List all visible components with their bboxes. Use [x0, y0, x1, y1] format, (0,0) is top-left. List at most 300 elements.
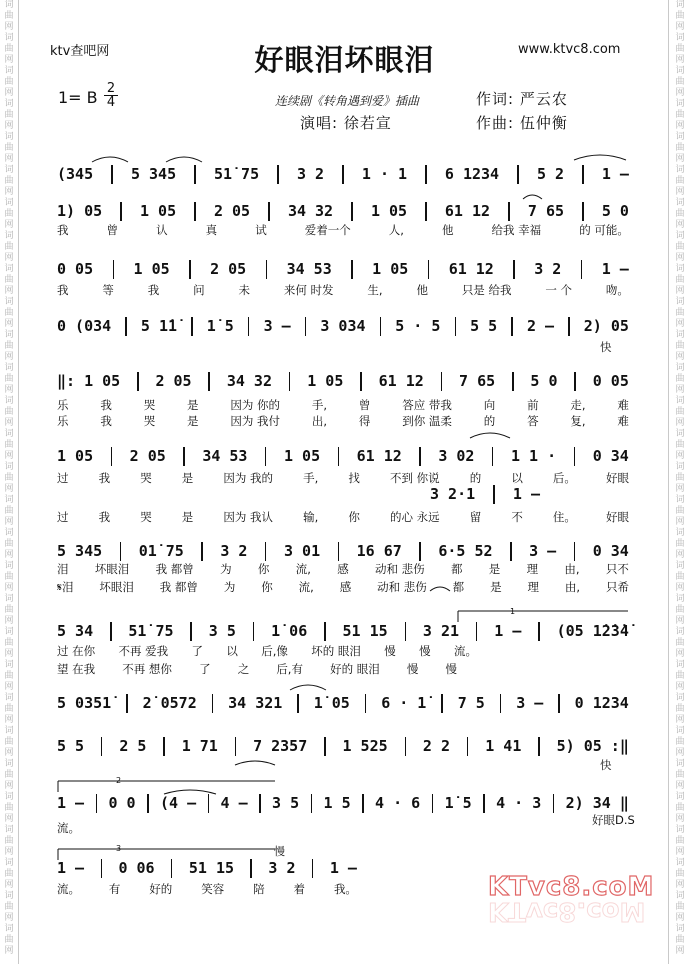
lyric-word: 好眼	[606, 510, 629, 524]
lyric-word: 复,	[570, 414, 586, 428]
lyric-word: 你	[257, 562, 270, 576]
side-watermark-glyph: 词	[675, 726, 685, 736]
slur	[290, 685, 326, 690]
music-line	[57, 540, 629, 562]
lyric-word: 过	[57, 471, 69, 485]
bar-line	[305, 317, 307, 336]
side-watermark-glyph: 曲	[675, 770, 685, 780]
side-watermark-glyph: 网	[4, 748, 14, 758]
side-watermark-glyph: 曲	[675, 143, 685, 153]
side-watermark-glyph: 曲	[4, 935, 14, 945]
measure-notes: 3 –	[529, 542, 557, 560]
lyric-word: 坏眼泪	[94, 562, 130, 576]
measure-notes: 2 05	[155, 372, 192, 390]
side-watermark-glyph: 曲	[4, 77, 14, 87]
measure-notes: 7 2357	[253, 737, 308, 755]
bar-line	[558, 694, 560, 713]
side-watermark-glyph: 词	[675, 0, 685, 10]
bar-line	[582, 202, 584, 221]
side-watermark-glyph: 网	[675, 253, 685, 263]
side-watermark-glyph: 词	[4, 627, 14, 637]
side-watermark-glyph: 词	[4, 561, 14, 571]
lyric-word: 我	[100, 414, 112, 428]
measure-notes: 3 5	[272, 794, 300, 812]
side-watermark-glyph: 曲	[4, 407, 14, 417]
lyric-line	[57, 470, 629, 486]
side-watermark-glyph: 词	[675, 858, 685, 868]
lyric-word: 慢	[419, 644, 431, 658]
lyric-line	[57, 509, 629, 525]
lyric-word: 乐	[57, 398, 69, 412]
bar-line	[483, 794, 485, 813]
side-watermark-glyph: 曲	[4, 638, 14, 648]
side-watermark-glyph: 词	[675, 528, 685, 538]
bar-line	[512, 372, 514, 391]
measure-notes: 1 –	[601, 165, 629, 183]
side-watermark-glyph: 词	[4, 924, 14, 934]
measure-notes: 7 5	[457, 694, 485, 712]
lyric-word: 好眼D.S	[592, 813, 635, 827]
side-watermark-glyph: 曲	[4, 539, 14, 549]
lyric-word: 人,	[388, 223, 404, 237]
lyric-word: 是	[488, 562, 501, 576]
measure-notes: 3 2	[268, 859, 296, 877]
lyric-line	[57, 222, 629, 238]
measure-notes: 7 65	[459, 372, 496, 390]
lyric-word: 我 都曾	[159, 580, 198, 594]
measure-notes: 61 12	[378, 372, 424, 390]
right-border-line	[668, 0, 669, 964]
lyric-word: 的心 永远	[389, 510, 440, 524]
lyric-word: 动和 悲伤	[377, 580, 427, 594]
lyricist-credit: 作词: 严云农	[476, 90, 568, 108]
side-watermark-glyph: 词	[4, 297, 14, 307]
site-watermark-reflection: KTvc8.coM	[488, 896, 646, 926]
side-watermark-glyph: 词	[4, 594, 14, 604]
bar-line	[419, 542, 421, 561]
side-watermark-glyph: 网	[4, 319, 14, 329]
side-watermark-glyph: 词	[675, 429, 685, 439]
side-watermark-glyph: 词	[675, 495, 685, 505]
lyric-word: 难	[617, 414, 629, 428]
lyric-word: 因为 我认	[223, 510, 274, 524]
lyric-word: 了	[199, 662, 211, 676]
bar-line	[147, 794, 149, 813]
side-watermark-glyph: 词	[675, 891, 685, 901]
lyric-line	[592, 812, 637, 828]
bar-line	[113, 260, 115, 279]
lyric-word: 只希	[605, 580, 629, 594]
side-watermark-glyph: 网	[4, 946, 14, 956]
side-watermark-glyph: 网	[4, 484, 14, 494]
measure-notes: 1) 05	[57, 202, 103, 220]
side-watermark-glyph: 网	[675, 748, 685, 758]
side-watermark-glyph: 曲	[675, 506, 685, 516]
meter-top: 2	[104, 82, 118, 96]
bar-line	[235, 737, 237, 756]
side-watermark-glyph: 词	[4, 264, 14, 274]
lyric-word: 都	[450, 562, 463, 576]
bar-line	[259, 794, 261, 813]
lyric-word: 是	[181, 510, 194, 524]
measure-notes: 1 05	[133, 260, 170, 278]
side-watermark-glyph: 曲	[675, 605, 685, 615]
lyric-word: 好的	[149, 882, 173, 896]
side-watermark-glyph: 网	[675, 484, 685, 494]
bar-line	[500, 694, 502, 713]
side-watermark-glyph: 曲	[4, 704, 14, 714]
lyric-word: 坏眼泪	[99, 580, 134, 594]
bar-line	[513, 260, 515, 279]
lyric-word: 我	[100, 398, 112, 412]
side-watermark-glyph: 词	[675, 66, 685, 76]
lyric-word: 流。	[57, 821, 80, 835]
measure-notes: (4 –	[160, 794, 197, 812]
measure-notes: 0 05	[592, 372, 629, 390]
measure-notes: 0 06	[118, 859, 155, 877]
lyric-word: 我	[98, 471, 111, 485]
music-line	[57, 620, 629, 642]
lyric-word: 吻。	[605, 283, 629, 297]
side-watermark-glyph: 词	[675, 825, 685, 835]
bar-line	[338, 542, 340, 561]
side-watermark-glyph: 曲	[675, 407, 685, 417]
bar-line	[171, 859, 173, 878]
measure-notes: 1̇ 5	[444, 794, 472, 812]
bar-line	[432, 794, 434, 813]
measure-notes: (05 1̇2̇3̇4̇	[556, 622, 629, 640]
lyric-line	[57, 397, 629, 413]
side-watermark-glyph: 词	[4, 198, 14, 208]
side-watermark-glyph: 词	[4, 132, 14, 142]
measure-notes: 0 05	[57, 260, 94, 278]
bar-line	[538, 737, 540, 756]
lyric-word: 手,	[303, 471, 319, 485]
bar-line	[312, 859, 314, 878]
side-watermark-glyph: 网	[675, 847, 685, 857]
side-watermark-glyph: 曲	[4, 11, 14, 21]
side-watermark-glyph: 网	[4, 517, 14, 527]
side-watermark-glyph: 词	[4, 0, 14, 10]
lyric-word: 试	[255, 223, 267, 237]
side-watermark-glyph: 曲	[675, 803, 685, 813]
bar-line	[568, 317, 570, 336]
lyric-word: 因为 我付	[230, 414, 281, 428]
side-watermark-glyph: 网	[675, 517, 685, 527]
side-watermark-glyph: 词	[675, 594, 685, 604]
bar-line	[111, 447, 113, 466]
lyric-line	[600, 757, 620, 773]
lyric-word: 你	[261, 580, 273, 594]
measure-notes: (345	[57, 165, 94, 183]
measure-notes: 2 05	[129, 447, 166, 465]
side-watermark-glyph: 词	[675, 264, 685, 274]
side-watermark-glyph: 曲	[4, 374, 14, 384]
bar-line	[493, 485, 495, 504]
bar-line	[467, 737, 469, 756]
music-line	[57, 792, 629, 814]
side-watermark-glyph: 曲	[675, 440, 685, 450]
side-watermark-glyph: 曲	[675, 77, 685, 87]
side-watermark-glyph: 曲	[675, 869, 685, 879]
side-watermark-glyph: 网	[675, 451, 685, 461]
lyric-word: 是	[187, 414, 199, 428]
side-watermark-glyph: 词	[675, 759, 685, 769]
lyric-word: 快	[600, 758, 612, 772]
bar-line	[441, 372, 443, 391]
measure-notes: 2̇ 0572	[142, 694, 197, 712]
bar-line	[297, 694, 299, 713]
bar-line	[365, 694, 367, 713]
side-watermark-glyph: 词	[4, 429, 14, 439]
composer-credit: 作曲: 伍仲衡	[476, 114, 568, 132]
measure-notes: 34 32	[226, 372, 272, 390]
side-watermark-glyph: 词	[4, 495, 14, 505]
side-watermark-glyph: 网	[4, 22, 14, 32]
bar-line	[253, 622, 255, 641]
side-watermark-glyph: 网	[675, 649, 685, 659]
side-watermark-glyph: 词	[4, 66, 14, 76]
measure-notes: 3 2	[534, 260, 562, 278]
measure-notes: 3 –	[263, 317, 291, 335]
lyric-word: 他	[416, 283, 428, 297]
lyric-word: 难	[617, 398, 629, 412]
lyric-word: 以	[511, 471, 523, 485]
lyric-line	[57, 579, 629, 595]
lyric-word: 我	[147, 283, 160, 297]
side-watermark-glyph: 网	[4, 913, 14, 923]
lyric-word: 的	[469, 471, 482, 485]
lyric-line	[57, 881, 357, 897]
lyric-word: 认	[156, 223, 168, 237]
bar-line	[425, 165, 427, 184]
lyric-word: 他	[441, 223, 454, 237]
lyric-word: 我	[57, 223, 69, 237]
lyric-word: 好眼	[606, 471, 629, 485]
bar-line	[189, 260, 191, 279]
measure-notes: 1 525	[342, 737, 388, 755]
bar-line	[476, 622, 478, 641]
side-watermark-glyph: 曲	[675, 44, 685, 54]
side-watermark-glyph: 网	[675, 715, 685, 725]
site-name-left: ktv查吧网	[50, 44, 110, 59]
side-watermark-glyph: 曲	[675, 671, 685, 681]
measure-notes: 5 345	[57, 542, 103, 560]
side-watermark-glyph: 词	[4, 825, 14, 835]
bar-line	[289, 372, 291, 391]
side-watermark-glyph: 词	[4, 759, 14, 769]
side-watermark-glyph: 曲	[4, 770, 14, 780]
side-watermark-glyph: 网	[4, 715, 14, 725]
music-line	[57, 163, 629, 185]
bar-line	[351, 202, 353, 221]
measure-notes: 1 05	[57, 447, 94, 465]
side-watermark-glyph: 网	[4, 253, 14, 263]
lyric-word: 到你 温柔	[402, 414, 452, 428]
lyric-word: 等	[102, 283, 114, 297]
measure-notes: 6 1234	[444, 165, 500, 183]
side-watermark-glyph: 曲	[675, 176, 685, 186]
measure-notes: 7 65	[527, 202, 565, 220]
lyric-word: 过	[57, 510, 69, 524]
side-watermark-glyph: 网	[675, 781, 685, 791]
lyric-word: 只是 给我	[461, 283, 512, 297]
lyric-word: 只不	[605, 562, 629, 576]
bar-line	[265, 542, 267, 561]
bar-line	[201, 542, 203, 561]
side-watermark-glyph: 曲	[4, 176, 14, 186]
bar-line	[120, 202, 122, 221]
side-watermark-glyph: 词	[675, 165, 685, 175]
side-watermark-glyph: 词	[4, 693, 14, 703]
bar-line	[511, 317, 513, 336]
measure-notes: 2 –	[526, 317, 555, 335]
side-watermark-glyph: 网	[4, 649, 14, 659]
lyric-word: 来何 时发	[283, 283, 334, 297]
bar-line	[324, 622, 326, 641]
side-watermark-glyph: 词	[4, 858, 14, 868]
lyric-word: 笑容	[201, 882, 225, 896]
side-watermark-glyph: 词	[4, 330, 14, 340]
bar-line	[163, 737, 165, 756]
lyric-word: 找	[348, 471, 360, 485]
side-watermark-glyph: 词	[4, 792, 14, 802]
lyric-word: 向	[483, 398, 496, 412]
side-watermark-glyph: 曲	[675, 242, 685, 252]
measure-notes: 5) 05 :‖	[556, 737, 629, 755]
lyric-word: 不再 想你	[122, 662, 172, 676]
slur	[470, 433, 510, 438]
bar-line	[419, 447, 421, 466]
measure-notes: 1 1 ·	[511, 447, 557, 465]
side-watermark-glyph: 词	[4, 165, 14, 175]
bar-line	[581, 260, 583, 279]
side-watermark-glyph: 词	[675, 99, 685, 109]
lyric-word: 因为 我的	[223, 471, 274, 485]
side-watermark-glyph: 曲	[675, 341, 685, 351]
side-watermark-glyph: 词	[675, 330, 685, 340]
bar-line	[268, 202, 270, 221]
music-line	[57, 445, 629, 467]
measure-notes: 6·5 52	[438, 542, 493, 560]
side-watermark-glyph: 曲	[675, 572, 685, 582]
lyric-word: 得	[358, 414, 371, 428]
slur	[92, 157, 128, 162]
side-watermark-glyph: 网	[675, 220, 685, 230]
measure-notes: 6 · 1̇	[381, 694, 427, 712]
measure-notes: 2) 05	[583, 317, 629, 335]
side-watermark-glyph: 网	[4, 352, 14, 362]
slur	[523, 195, 542, 199]
lyric-word: 未	[238, 283, 250, 297]
lyric-word: 坏的 眼泪	[311, 644, 361, 658]
lyric-line	[57, 643, 477, 659]
music-line	[57, 200, 629, 222]
lyric-word: 真	[205, 223, 218, 237]
drama-credit: 连续剧《转角遇到爱》插曲	[275, 94, 420, 108]
lyric-word: 我。	[333, 882, 357, 896]
side-watermark-glyph: 曲	[675, 638, 685, 648]
music-line	[57, 857, 357, 879]
side-watermark-glyph: 网	[4, 418, 14, 428]
measure-notes: 51 15	[188, 859, 235, 877]
bar-line	[492, 447, 494, 466]
bar-line	[351, 260, 353, 279]
measure-notes: 1 –	[494, 622, 522, 640]
measure-notes: 1̇ 5	[206, 317, 234, 335]
bar-line	[342, 165, 344, 184]
side-watermark-glyph: 网	[4, 55, 14, 65]
side-watermark-glyph: 曲	[675, 11, 685, 21]
bar-line	[574, 447, 576, 466]
lyric-word: 答	[527, 414, 539, 428]
side-watermark-glyph: 网	[675, 880, 685, 890]
bar-line	[126, 694, 128, 713]
side-watermark-glyph: 词	[675, 627, 685, 637]
lyric-word: 你	[348, 510, 360, 524]
bar-line	[101, 859, 103, 878]
measure-notes: ‖: 1 05	[57, 372, 121, 390]
side-watermark-glyph: 曲	[4, 869, 14, 879]
lyric-word: 感	[339, 580, 352, 594]
left-border-line	[18, 0, 19, 964]
song-title: 好眼泪坏眼泪	[254, 43, 435, 77]
bar-line	[553, 794, 555, 813]
measure-notes: 2 05	[210, 260, 247, 278]
measure-notes: 4 –	[220, 794, 248, 812]
lyric-word: 曾	[358, 398, 371, 412]
side-watermark-glyph: 网	[4, 187, 14, 197]
measure-notes: 5 0351̇	[57, 694, 112, 712]
measure-notes: 0 (034	[57, 317, 112, 335]
music-line	[57, 735, 629, 757]
side-watermark-glyph: 词	[4, 528, 14, 538]
lyric-word: 乐	[57, 414, 69, 428]
measure-notes: 1̇ 06	[271, 622, 308, 640]
lyric-word: 哭	[140, 510, 152, 524]
measure-notes: 3 01	[284, 542, 321, 560]
side-watermark-glyph: 网	[675, 286, 685, 296]
side-watermark-glyph: 网	[675, 418, 685, 428]
side-watermark-glyph: 网	[4, 220, 14, 230]
measure-notes: 5 1̇1̇	[140, 317, 178, 335]
slur	[574, 155, 626, 160]
side-watermark-glyph: 网	[4, 154, 14, 164]
lyric-word: 流。	[454, 644, 477, 658]
lyric-word: 是	[490, 580, 502, 594]
side-watermark-glyph: 网	[4, 682, 14, 692]
side-watermark-glyph: 曲	[675, 374, 685, 384]
bar-line	[194, 202, 196, 221]
measure-notes: 61 12	[444, 202, 491, 220]
bar-line	[248, 317, 250, 336]
measure-notes: 3 2	[296, 165, 325, 183]
meter-bottom: 4	[106, 95, 116, 110]
lyric-word: 手,	[311, 398, 328, 412]
measure-notes: 1 71	[181, 737, 218, 755]
side-watermark-glyph: 词	[675, 660, 685, 670]
measure-notes: 1 –	[329, 859, 357, 877]
measure-notes: 3 21	[422, 622, 460, 640]
side-watermark-glyph: 曲	[675, 275, 685, 285]
side-watermark-glyph: 词	[675, 792, 685, 802]
measure-notes: 34 32	[287, 202, 334, 220]
tempo-mark: 慢	[274, 845, 285, 858]
measure-notes: 34 321	[228, 694, 283, 712]
lyric-word: 答应 带我	[402, 398, 452, 412]
bar-line	[194, 165, 196, 184]
side-watermark-glyph: 曲	[4, 737, 14, 747]
